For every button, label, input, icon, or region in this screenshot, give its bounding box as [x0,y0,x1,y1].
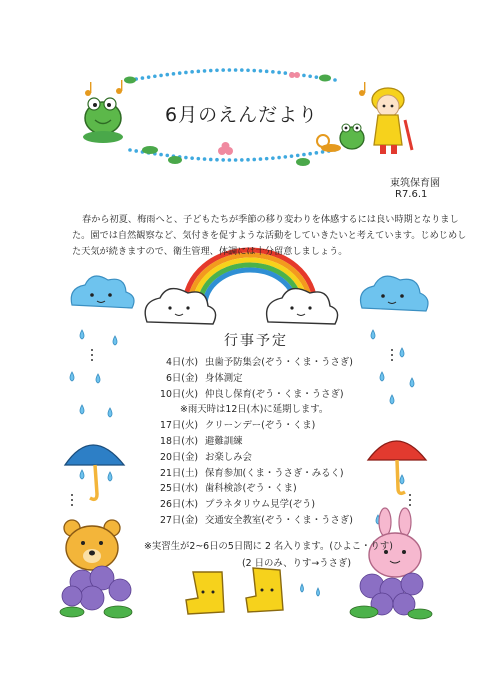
list-item [140,480,380,496]
event-note: ※雨天時は12日(木)に延期します。 [180,404,329,416]
list-item [140,433,380,449]
music-note-icon [359,82,365,96]
frame-dot [141,76,145,80]
event-list [140,354,380,528]
hydrangea-icon [350,573,432,619]
issue-date: R7.6.1 [395,189,428,200]
frame-dot [265,157,269,161]
page-title: 6月のえんだより [165,104,319,126]
event-text: プラネタリウム見学(ぞう) [205,499,316,511]
cloud-icon [361,276,429,311]
frame-dot [246,158,250,162]
intro-paragraph [72,212,472,260]
event-date: 25日(水) [160,483,198,495]
trainee-note-sub: (2 日のみ、りす→うさぎ) [242,558,352,569]
schedule-title: 行事予定 [224,333,288,349]
frame-dot [252,69,256,73]
school-name: 東筑保育園 [390,178,440,189]
frame-dot [315,75,319,79]
event-date: 4日(水) [165,357,198,368]
frame-dot [290,154,294,158]
event-text: 身体測定 [205,372,243,384]
frame-dot [284,71,288,75]
frog-icon [83,98,123,143]
frame-dot [178,71,182,75]
frame-dot [284,155,288,159]
frame-dot [184,71,188,75]
frame-dot [221,68,225,72]
frame-dot [134,149,138,153]
event-text: クリーンデー(ぞう・くま) [205,420,316,432]
frame-dot [308,152,312,156]
cloud-icon [267,289,338,324]
frame-dot [159,74,163,78]
frame-dot [203,69,207,73]
frame-dot [190,156,194,160]
rain-boots-icon [186,568,283,614]
frame-dot [147,75,151,79]
frame-dot [215,68,219,72]
list-item [140,496,380,512]
event-date: 20日(金) [160,451,198,463]
list-item [140,417,380,433]
list-item [140,401,380,417]
snail-icon [317,135,341,152]
frame-dot [308,74,312,78]
frame-dot [302,74,306,78]
list-item [140,465,380,481]
frame-dot [259,69,263,73]
frame-dot [228,158,232,162]
frame-dot [333,78,337,82]
frame-dot [271,156,275,160]
frame-dot [252,158,256,162]
list-item [140,386,380,402]
frame-dot [240,68,244,72]
list-item [140,354,380,370]
event-text: 保育参加(くま・うさぎ・みるく) [205,467,344,479]
bear-icon [64,520,120,570]
frame-dot [153,74,157,78]
hydrangea-icon [60,566,132,618]
frame-dot [277,156,281,160]
frame-dot [184,156,188,160]
intro-text: 春から初夏、梅雨へと、子どもたちが季節の移り変わりを体感するには良い時期となりました。園では自然観察など、気付きを促すような活動をしていきたいと考えています。じめじめした天気が続きますので、衛生管理、体調には十分留意しましょう。 [72,214,467,257]
frame-dot [221,158,225,162]
frame-dot [240,158,244,162]
trainee-note: ※実習生が2~6日の5日間に 2 名入ります。(ひよこ・りす) [144,541,393,552]
frame-dot [228,68,232,72]
frame-dot [197,70,201,74]
frame-dot [277,71,281,75]
frame-dot [165,73,169,77]
frame-dot [271,70,275,74]
frame-dot [165,154,169,158]
frame-dot [209,158,213,162]
music-note-icon [85,80,122,96]
frame-dot [302,153,306,157]
event-text: 虫歯予防集会(ぞう・くま・うさぎ) [205,357,353,368]
frog-icon [340,124,364,149]
event-text: お楽しみ会 [205,451,252,463]
girl-raincoat-icon [372,88,412,154]
frame-dot [172,72,176,76]
event-date: 26日(木) [160,499,198,511]
event-date: 10日(火) [160,388,198,400]
cloud-icon [71,276,134,308]
event-text: 交通安全教室(ぞう・くま・うさぎ) [205,514,353,526]
event-date: 27日(金) [160,514,198,526]
umbrella-icon [65,445,124,499]
frame-dot [215,158,219,162]
frame-dot [209,69,213,73]
event-text: 避難訓練 [205,435,243,447]
event-date: 18日(水) [160,435,198,447]
list-item [140,449,380,465]
frame-dot [190,70,194,74]
event-text: 歯科検診(ぞう・くま) [205,483,297,495]
frame-dot [234,68,238,72]
event-date: 17日(火) [160,420,198,432]
frame-dot [296,154,300,158]
frame-dot [315,151,319,155]
list-item [140,512,380,528]
frame-dot [234,158,238,162]
event-date: 21日(土) [160,467,198,479]
list-item [140,370,380,386]
frame-dot [197,157,201,161]
frame-dot [203,157,207,161]
frame-dot [246,68,250,72]
frame-dot [265,70,269,74]
event-text: 仲良し保育(ぞう・くま・うさぎ) [205,388,344,400]
frame-dot [259,157,263,161]
frame-dot [128,148,132,152]
frame-dot [159,153,163,157]
event-date: 6日(金) [165,372,198,384]
